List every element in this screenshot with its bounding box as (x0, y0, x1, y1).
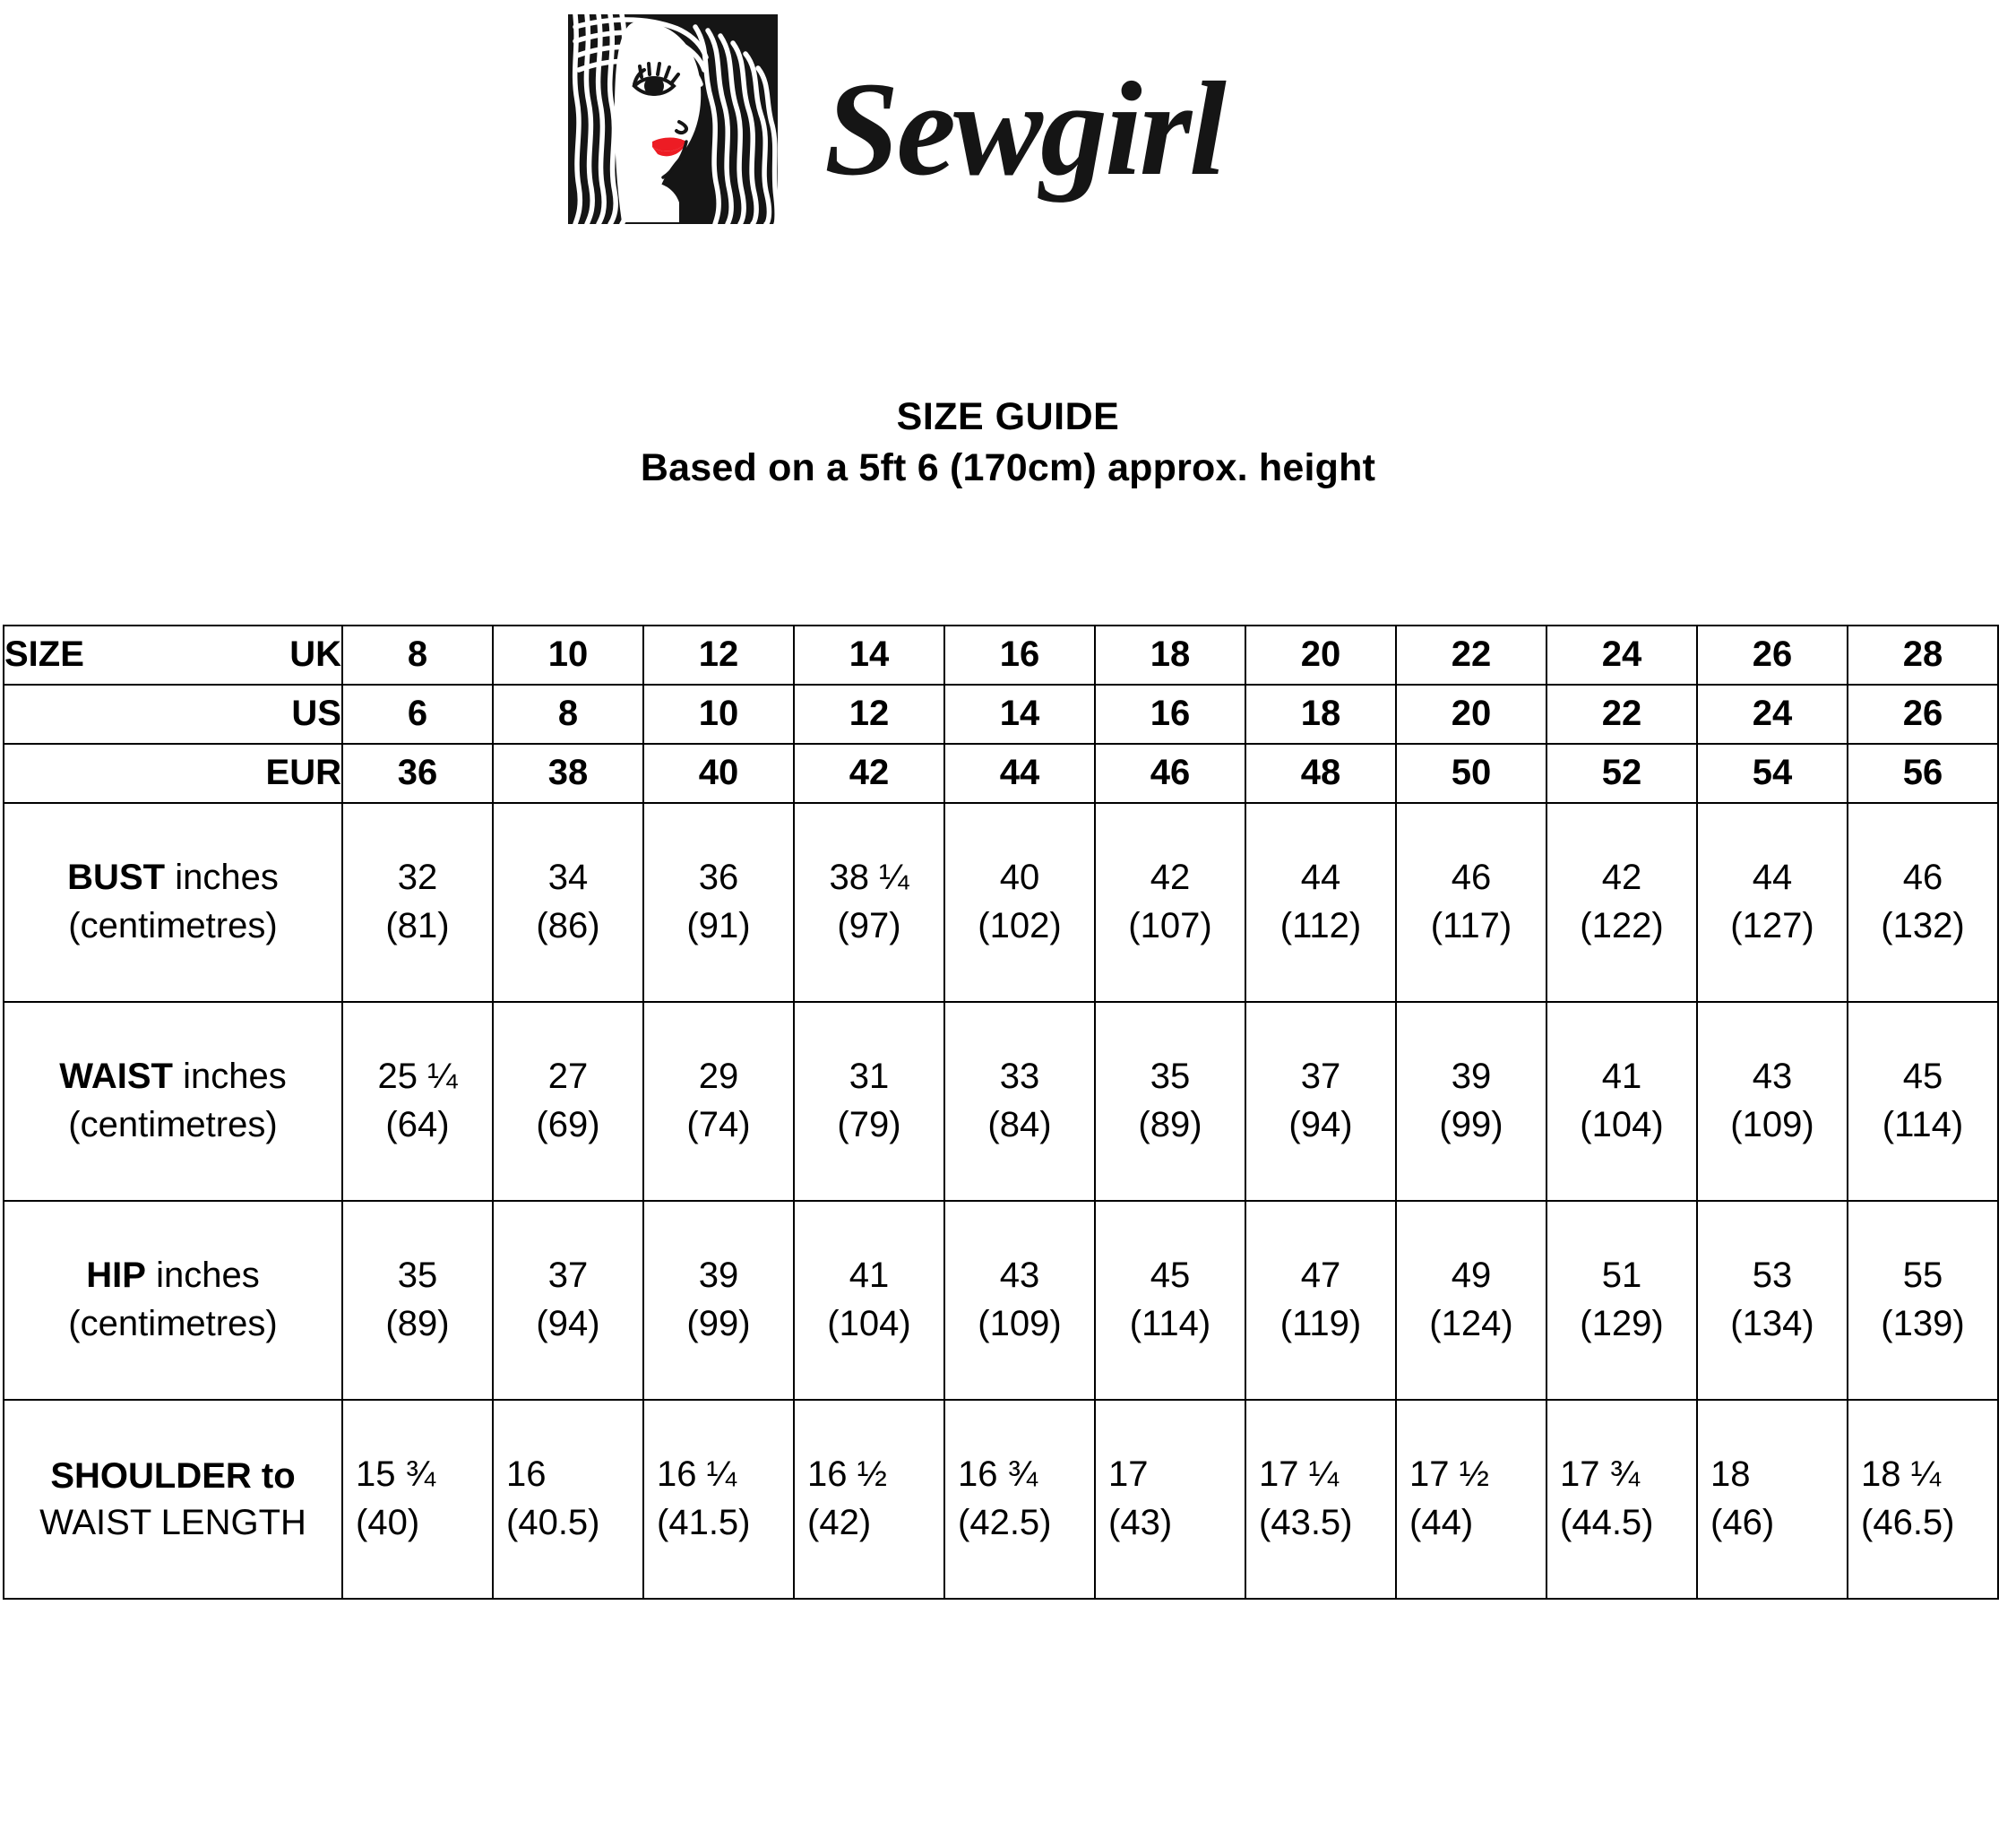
value-centimetres: (64) (385, 1105, 450, 1144)
value-inches: 35 (1150, 1057, 1191, 1097)
size-value-cell: 18 (1095, 626, 1245, 685)
value-centimetres: (94) (536, 1304, 600, 1343)
measurement-value-cell (1546, 1400, 1697, 1599)
size-value-cell: 50 (1396, 744, 1546, 803)
size-label: SIZE (4, 634, 84, 675)
value-inches: 47 (1300, 1256, 1341, 1296)
measurement-value-cell (1546, 1201, 1697, 1400)
measurement-value-cell (643, 803, 794, 1002)
value-centimetres: (97) (837, 906, 901, 945)
value-centimetres: (42.5) (958, 1503, 1052, 1542)
value-centimetres: (102) (978, 906, 1062, 945)
value-inches: 18 ¼ (1861, 1454, 1941, 1495)
value-inches: 17 ½ (1409, 1454, 1489, 1495)
measurement-label-cell (4, 1201, 342, 1400)
size-value-cell: 22 (1546, 685, 1697, 744)
measurement-value-cell (794, 1002, 944, 1201)
value-inches: 16 (506, 1454, 547, 1495)
value-centimetres: (99) (686, 1304, 751, 1343)
measurement-cm-label: WAIST LENGTH (39, 1503, 306, 1542)
measurement-unit: inches (156, 1256, 260, 1296)
value-inches: 15 ¾ (356, 1454, 435, 1495)
size-value-cell: 14 (794, 626, 944, 685)
woman-face-wavy-hair-icon (552, 7, 794, 231)
size-value-cell: 12 (794, 685, 944, 744)
measurement-value-cell (794, 1201, 944, 1400)
size-value-cell: 54 (1697, 744, 1848, 803)
measurement-label-cell (4, 1400, 342, 1599)
value-centimetres: (40.5) (506, 1503, 600, 1542)
value-inches: 17 ¼ (1259, 1454, 1339, 1495)
measurement-cm-label: (centimetres) (68, 1304, 278, 1343)
measurement-row-hip (4, 1201, 1998, 1400)
value-inches: 34 (547, 858, 589, 898)
value-inches: 25 ¼ (377, 1057, 458, 1097)
measurement-value-cell (1245, 803, 1396, 1002)
measurement-value-cell (1396, 1002, 1546, 1201)
size-value-cell: 42 (794, 744, 944, 803)
value-centimetres: (112) (1279, 906, 1362, 945)
size-value-cell: 18 (1245, 685, 1396, 744)
page-title: SIZE GUIDE (896, 395, 1120, 438)
value-inches: 46 (1451, 858, 1492, 898)
measurement-value-cell (493, 803, 643, 1002)
value-centimetres: (104) (827, 1304, 911, 1343)
measurement-value-cell (342, 1400, 493, 1599)
size-table-wrapper (3, 625, 1992, 1600)
value-centimetres: (86) (536, 906, 600, 945)
value-inches: 32 (397, 858, 438, 898)
size-value-cell: 36 (342, 744, 493, 803)
page-subtitle: Based on a 5ft 6 (170cm) approx. height (640, 445, 1376, 489)
value-inches: 43 (999, 1256, 1040, 1296)
size-header-label-cell (4, 744, 342, 803)
size-value-cell: 52 (1546, 744, 1697, 803)
value-centimetres: (81) (385, 906, 450, 945)
value-inches: 55 (1902, 1256, 1943, 1296)
value-inches: 31 (849, 1057, 890, 1097)
measurement-label-cell (4, 1002, 342, 1201)
measurement-row-shoulder-to (4, 1400, 1998, 1599)
measurement-name: WAIST (59, 1057, 173, 1097)
measurement-value-cell (493, 1400, 643, 1599)
value-centimetres: (139) (1881, 1304, 1965, 1343)
value-inches: 51 (1601, 1256, 1642, 1296)
value-inches: 40 (999, 858, 1040, 898)
value-centimetres: (114) (1882, 1105, 1964, 1144)
value-centimetres: (119) (1279, 1304, 1362, 1343)
measurement-value-cell (1697, 1201, 1848, 1400)
measurement-value-cell (1697, 1002, 1848, 1201)
size-value-cell: 16 (1095, 685, 1245, 744)
measurement-value-cell (1095, 1400, 1245, 1599)
measurement-value-cell (1396, 803, 1546, 1002)
measurement-value-cell (1245, 1400, 1396, 1599)
measurement-name: HIP (86, 1256, 146, 1296)
value-inches: 45 (1902, 1057, 1943, 1097)
value-centimetres: (41.5) (657, 1503, 751, 1542)
measurement-value-cell (1848, 1002, 1998, 1201)
size-value-cell: 24 (1697, 685, 1848, 744)
measurement-value-cell (1546, 803, 1697, 1002)
value-centimetres: (124) (1429, 1304, 1513, 1343)
measurement-value-cell (1848, 1400, 1998, 1599)
measurement-value-cell (1095, 1002, 1245, 1201)
measurement-value-cell (643, 1002, 794, 1201)
measurement-unit: inches (183, 1057, 287, 1097)
measurement-cm-label: (centimetres) (68, 1105, 278, 1144)
measurement-value-cell (1245, 1201, 1396, 1400)
value-centimetres: (122) (1580, 906, 1664, 945)
value-inches: 33 (999, 1057, 1040, 1097)
value-centimetres: (89) (1138, 1105, 1202, 1144)
size-value-cell: 40 (643, 744, 794, 803)
value-inches: 18 (1710, 1454, 1751, 1495)
value-inches: 46 (1902, 858, 1943, 898)
measurement-value-cell (1396, 1201, 1546, 1400)
measurement-value-cell (342, 803, 493, 1002)
size-value-cell: 26 (1848, 685, 1998, 744)
size-header-row (4, 744, 1998, 803)
measurement-value-cell (643, 1400, 794, 1599)
size-table-body (4, 626, 1998, 1599)
value-centimetres: (69) (536, 1105, 600, 1144)
value-inches: 37 (547, 1256, 589, 1296)
svg-text:Sewgirl: Sewgirl (824, 55, 1224, 203)
size-value-cell: 10 (643, 685, 794, 744)
measurement-unit: inches (175, 858, 279, 898)
value-inches: 17 (1108, 1454, 1149, 1495)
measurement-value-cell (944, 1400, 1095, 1599)
measurement-value-cell (493, 1002, 643, 1201)
value-centimetres: (109) (978, 1304, 1062, 1343)
value-centimetres: (84) (987, 1105, 1052, 1144)
value-inches: 39 (698, 1256, 739, 1296)
size-header-row (4, 626, 1998, 685)
measurement-value-cell (1848, 1201, 1998, 1400)
value-centimetres: (74) (686, 1105, 751, 1144)
value-inches: 35 (397, 1256, 438, 1296)
value-centimetres: (43) (1108, 1503, 1173, 1542)
size-value-cell: 16 (944, 626, 1095, 685)
value-centimetres: (94) (1288, 1105, 1353, 1144)
value-centimetres: (132) (1881, 906, 1965, 945)
value-centimetres: (46) (1710, 1503, 1775, 1542)
value-inches: 41 (849, 1256, 890, 1296)
value-inches: 53 (1752, 1256, 1793, 1296)
size-value-cell: 20 (1245, 626, 1396, 685)
measurement-cm-label: (centimetres) (68, 906, 278, 945)
measurement-row-bust (4, 803, 1998, 1002)
value-centimetres: (114) (1129, 1304, 1211, 1343)
size-value-cell: 6 (342, 685, 493, 744)
size-value-cell: 48 (1245, 744, 1396, 803)
measurement-value-cell (342, 1002, 493, 1201)
measurement-name: SHOULDER to (50, 1456, 296, 1496)
size-value-cell: 44 (944, 744, 1095, 803)
size-value-cell: 8 (493, 685, 643, 744)
value-centimetres: (40) (356, 1503, 420, 1542)
size-value-cell: 12 (643, 626, 794, 685)
value-inches: 42 (1601, 858, 1642, 898)
measurement-value-cell (1245, 1002, 1396, 1201)
measurement-label-cell (4, 803, 342, 1002)
value-centimetres: (107) (1128, 906, 1212, 945)
measurement-row-waist (4, 1002, 1998, 1201)
value-centimetres: (89) (385, 1304, 450, 1343)
value-inches: 16 ½ (807, 1454, 887, 1495)
region-label-eur: EUR (265, 753, 341, 793)
measurement-value-cell (643, 1201, 794, 1400)
value-centimetres: (42) (807, 1503, 872, 1542)
value-inches: 49 (1451, 1256, 1492, 1296)
size-value-cell: 8 (342, 626, 493, 685)
value-centimetres: (134) (1730, 1304, 1814, 1343)
measurement-name: BUST (67, 858, 166, 898)
value-inches: 45 (1150, 1256, 1191, 1296)
value-inches: 44 (1300, 858, 1341, 898)
size-value-cell: 20 (1396, 685, 1546, 744)
sewgirl-wordmark (819, 54, 1464, 215)
measurement-value-cell (944, 1002, 1095, 1201)
measurement-value-cell (1697, 1400, 1848, 1599)
value-inches: 39 (1451, 1057, 1492, 1097)
value-centimetres: (44) (1409, 1503, 1474, 1542)
measurement-value-cell (342, 1201, 493, 1400)
measurement-value-cell (794, 1400, 944, 1599)
measurement-value-cell (944, 1201, 1095, 1400)
measurement-value-cell (1095, 803, 1245, 1002)
value-inches: 43 (1752, 1057, 1793, 1097)
value-centimetres: (129) (1580, 1304, 1664, 1343)
region-label-us: US (291, 694, 341, 734)
value-inches: 16 ¼ (657, 1454, 737, 1495)
value-inches: 16 ¾ (958, 1454, 1038, 1495)
measurement-value-cell (1396, 1400, 1546, 1599)
value-centimetres: (43.5) (1259, 1503, 1353, 1542)
size-value-cell: 14 (944, 685, 1095, 744)
value-centimetres: (109) (1730, 1105, 1814, 1144)
size-header-row (4, 685, 1998, 744)
size-value-cell: 28 (1848, 626, 1998, 685)
value-inches: 17 ¾ (1560, 1454, 1640, 1495)
measurement-value-cell (794, 803, 944, 1002)
size-header-label-cell (4, 626, 342, 685)
size-value-cell: 56 (1848, 744, 1998, 803)
size-value-cell: 46 (1095, 744, 1245, 803)
value-centimetres: (44.5) (1560, 1503, 1654, 1542)
value-centimetres: (127) (1730, 906, 1814, 945)
measurement-value-cell (1546, 1002, 1697, 1201)
value-inches: 42 (1150, 858, 1191, 898)
size-value-cell: 22 (1396, 626, 1546, 685)
value-inches: 36 (698, 858, 739, 898)
value-inches: 37 (1300, 1057, 1341, 1097)
size-value-cell: 26 (1697, 626, 1848, 685)
value-inches: 27 (547, 1057, 589, 1097)
measurement-value-cell (1095, 1201, 1245, 1400)
brand-logo (0, 7, 2016, 240)
value-centimetres: (79) (837, 1105, 901, 1144)
value-centimetres: (46.5) (1861, 1503, 1955, 1542)
measurement-value-cell (944, 803, 1095, 1002)
value-centimetres: (104) (1580, 1105, 1664, 1144)
value-inches: 29 (698, 1057, 739, 1097)
size-value-cell: 38 (493, 744, 643, 803)
size-header-label-cell (4, 685, 342, 744)
value-centimetres: (117) (1430, 906, 1512, 945)
value-inches: 41 (1601, 1057, 1642, 1097)
value-centimetres: (99) (1439, 1105, 1503, 1144)
value-centimetres: (91) (686, 906, 751, 945)
size-guide-table (3, 625, 1999, 1600)
region-label-uk: UK (289, 634, 341, 675)
value-inches: 38 ¼ (829, 858, 909, 898)
measurement-value-cell (1848, 803, 1998, 1002)
size-value-cell: 10 (493, 626, 643, 685)
page-title-block (0, 394, 2016, 490)
size-value-cell: 24 (1546, 626, 1697, 685)
measurement-value-cell (493, 1201, 643, 1400)
value-inches: 44 (1752, 858, 1793, 898)
measurement-value-cell (1697, 803, 1848, 1002)
